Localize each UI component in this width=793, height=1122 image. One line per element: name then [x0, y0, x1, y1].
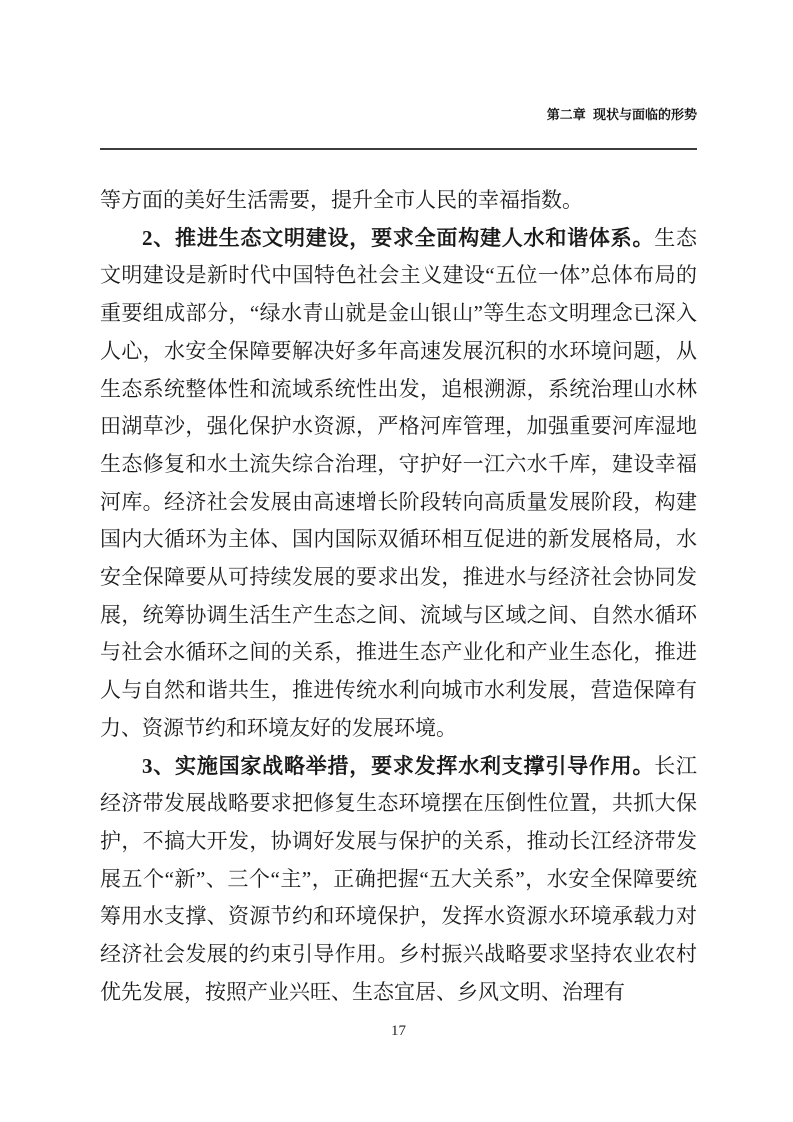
paragraph-continuation: [100, 182, 697, 220]
document-body: [100, 182, 697, 1011]
paragraph-item-2: [100, 220, 697, 748]
paragraph-item-3: [100, 748, 697, 1012]
page-footer: [100, 1022, 697, 1040]
paragraph-text: 生态文明建设是新时代中国特色社会主义建设“五位一体”总体布局的重要组成部分，“绿水青山就是金山银山”等生态文明理念已深入人心，水安全保障要解决好多年高速发展沉积的水环境问题，从生态系统整体性和流域系统性出发，追根溯源，系统治理山水林田湖草沙，强化保护水资源，严格河库管理，加强重要河库湿地生态修复和水土流失综合治理，守护好一江六水千库，建设幸福河库。经济社会发展由高速增长阶段转向高质量发展阶段，构建国内大循环为主体、国内国际双循环相互促进的新发展格局，水安全保障要从可持续发展的要求出发，推进水与经济社会协同发展，统筹协调生活生产生态之间、流域与区域之间、自然水循环与社会水循环之间的关系，推进生态产业化和产业生态化，推进人与自然和谐共生，推进传统水利向城市水利发展，营造保障有力、资源节约和环境友好的发展环境。: [100, 225, 697, 740]
content-column: [100, 0, 697, 1011]
paragraph-lead-bold: 2、推进生态文明建设，要求全面构建人水和谐体系。: [142, 225, 655, 250]
paragraph-lead-bold: 3、实施国家战略举措，要求发挥水利支撑引导作用。: [142, 753, 655, 778]
chapter-title: 第二章 现状与面临的形势: [546, 107, 697, 122]
running-header: [100, 0, 697, 150]
page-number: 17: [391, 1023, 406, 1039]
paragraph-text: 长江经济带发展战略要求把修复生态环境摆在压倒性位置，共抓大保护，不搞大开发，协调好发展与保护的关系，推动长江经济带发展五个“新”、三个“主”，正确把握“五大关系”，水安全保障要统筹用水支撑、资源节约和环境保护，发挥水资源水环境承载力对经济社会发展的约束引导作用。乡村振兴战略要求坚持农业农村优先发展，按照产业兴旺、生态宜居、乡风文明、治理有: [100, 753, 697, 1004]
paragraph-text: 等方面的美好生活需要，提升全市人民的幸福指数。: [100, 188, 583, 212]
